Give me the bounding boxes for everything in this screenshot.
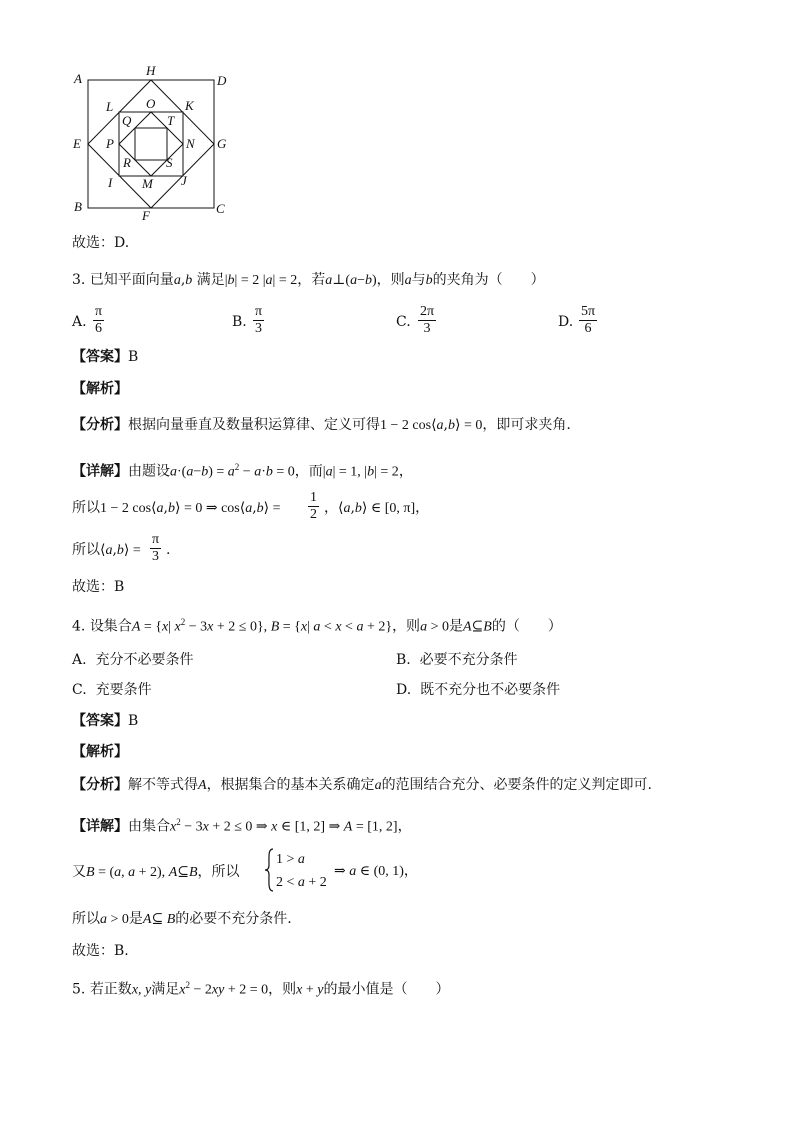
label-E: E [73, 136, 81, 151]
q3-answer: 【答案】B [72, 349, 139, 365]
q3-option-a-frac: $\frac{\pi}{6}$ [95, 304, 103, 336]
q4-system-row2: 2 < a + 2 [276, 875, 327, 890]
q3-option-b-frac: $\frac{\pi}{3}$ [255, 304, 263, 336]
figure-lines [70, 62, 240, 222]
q3-range: ，⟨a,b⟩ ∈ [0, π]， [324, 500, 430, 516]
q4-you-line: 又B = (a, a + 2), A⊆B，所以 [72, 864, 240, 880]
label-C: C [216, 201, 225, 216]
label-R: R [123, 155, 131, 170]
label-L: L [106, 99, 114, 114]
q3-option-b[interactable]: B. [232, 314, 247, 330]
q3-suoyi-line2: 所以⟨a,b⟩ = [72, 542, 141, 558]
q4-fenxi: 【分析】解不等式得A，根据集合的基本关系确定a的范围结合充分、必要条件的定义判定即可. [72, 777, 653, 793]
q4-suoyi-line: 所以a > 0是A⊆ B的必要不充分条件. [72, 911, 292, 927]
q3-option-d-frac: $\frac{5\pi}{6}$ [581, 304, 596, 336]
label-Q: Q [122, 113, 132, 128]
q3-option-d[interactable]: D. [558, 314, 574, 330]
label-J: J [181, 173, 187, 188]
q3-final: 故选：B [72, 579, 125, 595]
q3-half-frac: $\frac{1}{2}$ [310, 490, 317, 522]
q2-final-answer: 故选：D. [72, 235, 130, 251]
label-O: O [146, 96, 156, 111]
label-M: M [142, 176, 153, 191]
q4-stem: 4. 设集合A = {x| $x^2 - 3x + 2 \le 0$}, B = {x| a < x < a + 2}，则a > 0是A⊆B的（ ） [72, 617, 562, 635]
q3-period: . [166, 542, 171, 558]
q3-pi3-frac: $\frac{\pi}{3}$ [152, 532, 160, 564]
label-H: H [146, 63, 156, 78]
q4-option-c[interactable]: C. 充要条件 [72, 682, 152, 698]
label-I: I [108, 175, 113, 190]
label-T: T [167, 113, 175, 128]
q3-option-a[interactable]: A. [72, 314, 87, 330]
label-B: B [74, 199, 82, 214]
nested-squares-figure [70, 62, 240, 222]
label-F: F [142, 208, 150, 223]
q3-option-c[interactable]: C. [396, 314, 411, 330]
label-A: A [74, 71, 82, 86]
q4-answer: 【答案】B [72, 713, 139, 729]
q4-system-result: ⇒ a ∈ (0, 1)， [334, 863, 418, 879]
q3-analysis-tag: 【解析】 [72, 381, 128, 397]
q4-xiangjie: 【详解】由集合$x^2 - 3x + 2 \le 0$ ⇒ x ∈ [1, 2] ⇒ A = [1, 2]， [72, 817, 412, 835]
label-N: N [186, 136, 195, 151]
q5-stem: 5. 若正数x, y满足$x^2 - 2xy + 2 = 0$，则x + y的最小值是（ ） [72, 980, 450, 998]
q4-option-a[interactable]: A. 充分不必要条件 [72, 652, 194, 668]
q4-system [264, 847, 424, 893]
label-S: S [166, 155, 173, 170]
q4-option-b[interactable]: B. 必要不充分条件 [396, 652, 518, 668]
q4-final: 故选：B. [72, 943, 129, 959]
q4-analysis-tag: 【解析】 [72, 744, 128, 760]
q4-option-d[interactable]: D. 既不充分也不必要条件 [396, 682, 561, 698]
q3-suoyi-line1: 所以1 − 2 cos⟨a,b⟩ = 0 ⇒ cos⟨a,b⟩ = [72, 500, 281, 516]
q3-option-c-frac: $\frac{2\pi}{3}$ [420, 304, 435, 336]
q3-fenxi: 【分析】根据向量垂直及数量积运算律、定义可得1 − 2 cos⟨a,b⟩ = 0，即可求夹角. [72, 417, 571, 433]
q3-xiangjie: 【详解】由题设$a\cdot(a-b) = a^2 - a\cdot b = 0$，而|a| = 1, |b| = 2， [72, 462, 413, 480]
label-G: G [217, 136, 227, 151]
label-P: P [106, 136, 114, 151]
label-K: K [185, 98, 194, 113]
label-D: D [217, 73, 227, 88]
q3-stem: 3. 已知平面向量a,b 满足|b| = 2 |a| = 2，若a⊥(a−b)，则a与b的夹角为（ ） [72, 272, 545, 288]
q4-brace [264, 847, 274, 893]
q4-system-row1: 1 > a [276, 852, 305, 867]
